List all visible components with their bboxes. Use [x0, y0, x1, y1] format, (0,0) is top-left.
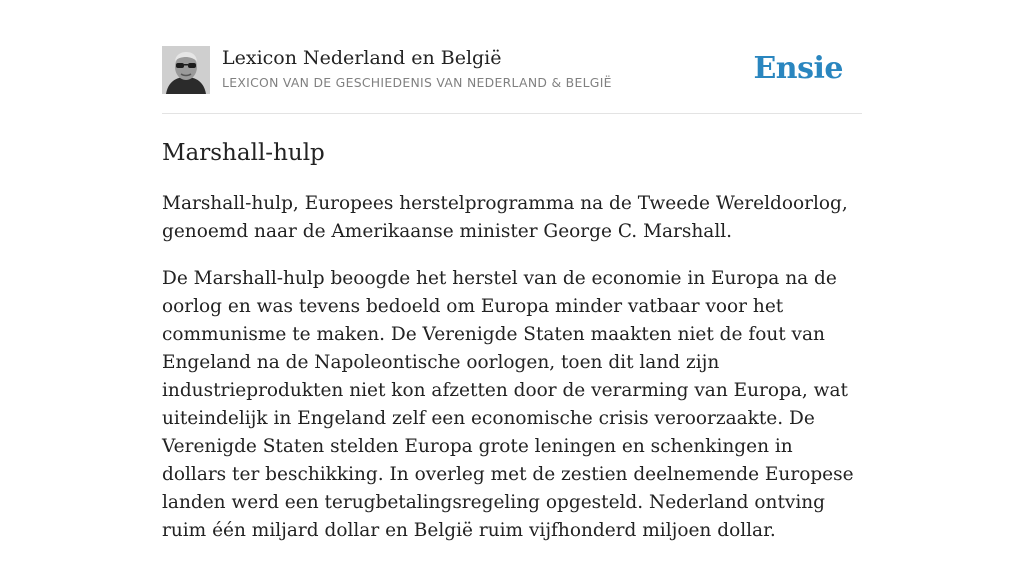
- brand-logo-link[interactable]: Ensie: [753, 51, 843, 86]
- author-avatar[interactable]: [162, 46, 210, 94]
- article-paragraph: Marshall-hulp, Europees herstelprogramma na de Tweede Wereldoorlog, genoemd naar de Amerikaanse minister George C. Marshall.: [162, 193, 848, 242]
- source-subtitle: LEXICON VAN DE GESCHIEDENIS VAN NEDERLAND & BELGIË: [222, 75, 612, 90]
- source-header: [162, 46, 862, 114]
- article-paragraph: De Marshall-hulp beoogde het herstel van de economie in Europa na de oorlog en was tevens bedoeld om Europa minder vatbaar voor het communisme te maken. De Verenigde Staten maakten niet de fout van Engeland na de Napoleontische oorlogen, toen dit land zijn industrieprodukten niet kon afzetten door de verarming van Europa, wat uiteindelijk in Engeland zelf een economische crisis veroorzaakte. De Verenigde Staten stelden Europa grote leningen en schenkingen in dollars ter beschikking. In overleg met de zestien deelnemende Europese landen werd een terugbetalingsregeling opgesteld. Nederland ontving ruim één miljard dollar en België ruim vijfhonderd miljoen dollar.: [162, 268, 854, 541]
- article-title: Marshall-hulp: [162, 140, 325, 166]
- source-title[interactable]: Lexicon Nederland en België: [222, 47, 502, 69]
- article: [162, 138, 862, 564]
- person-photo-icon: [162, 46, 210, 94]
